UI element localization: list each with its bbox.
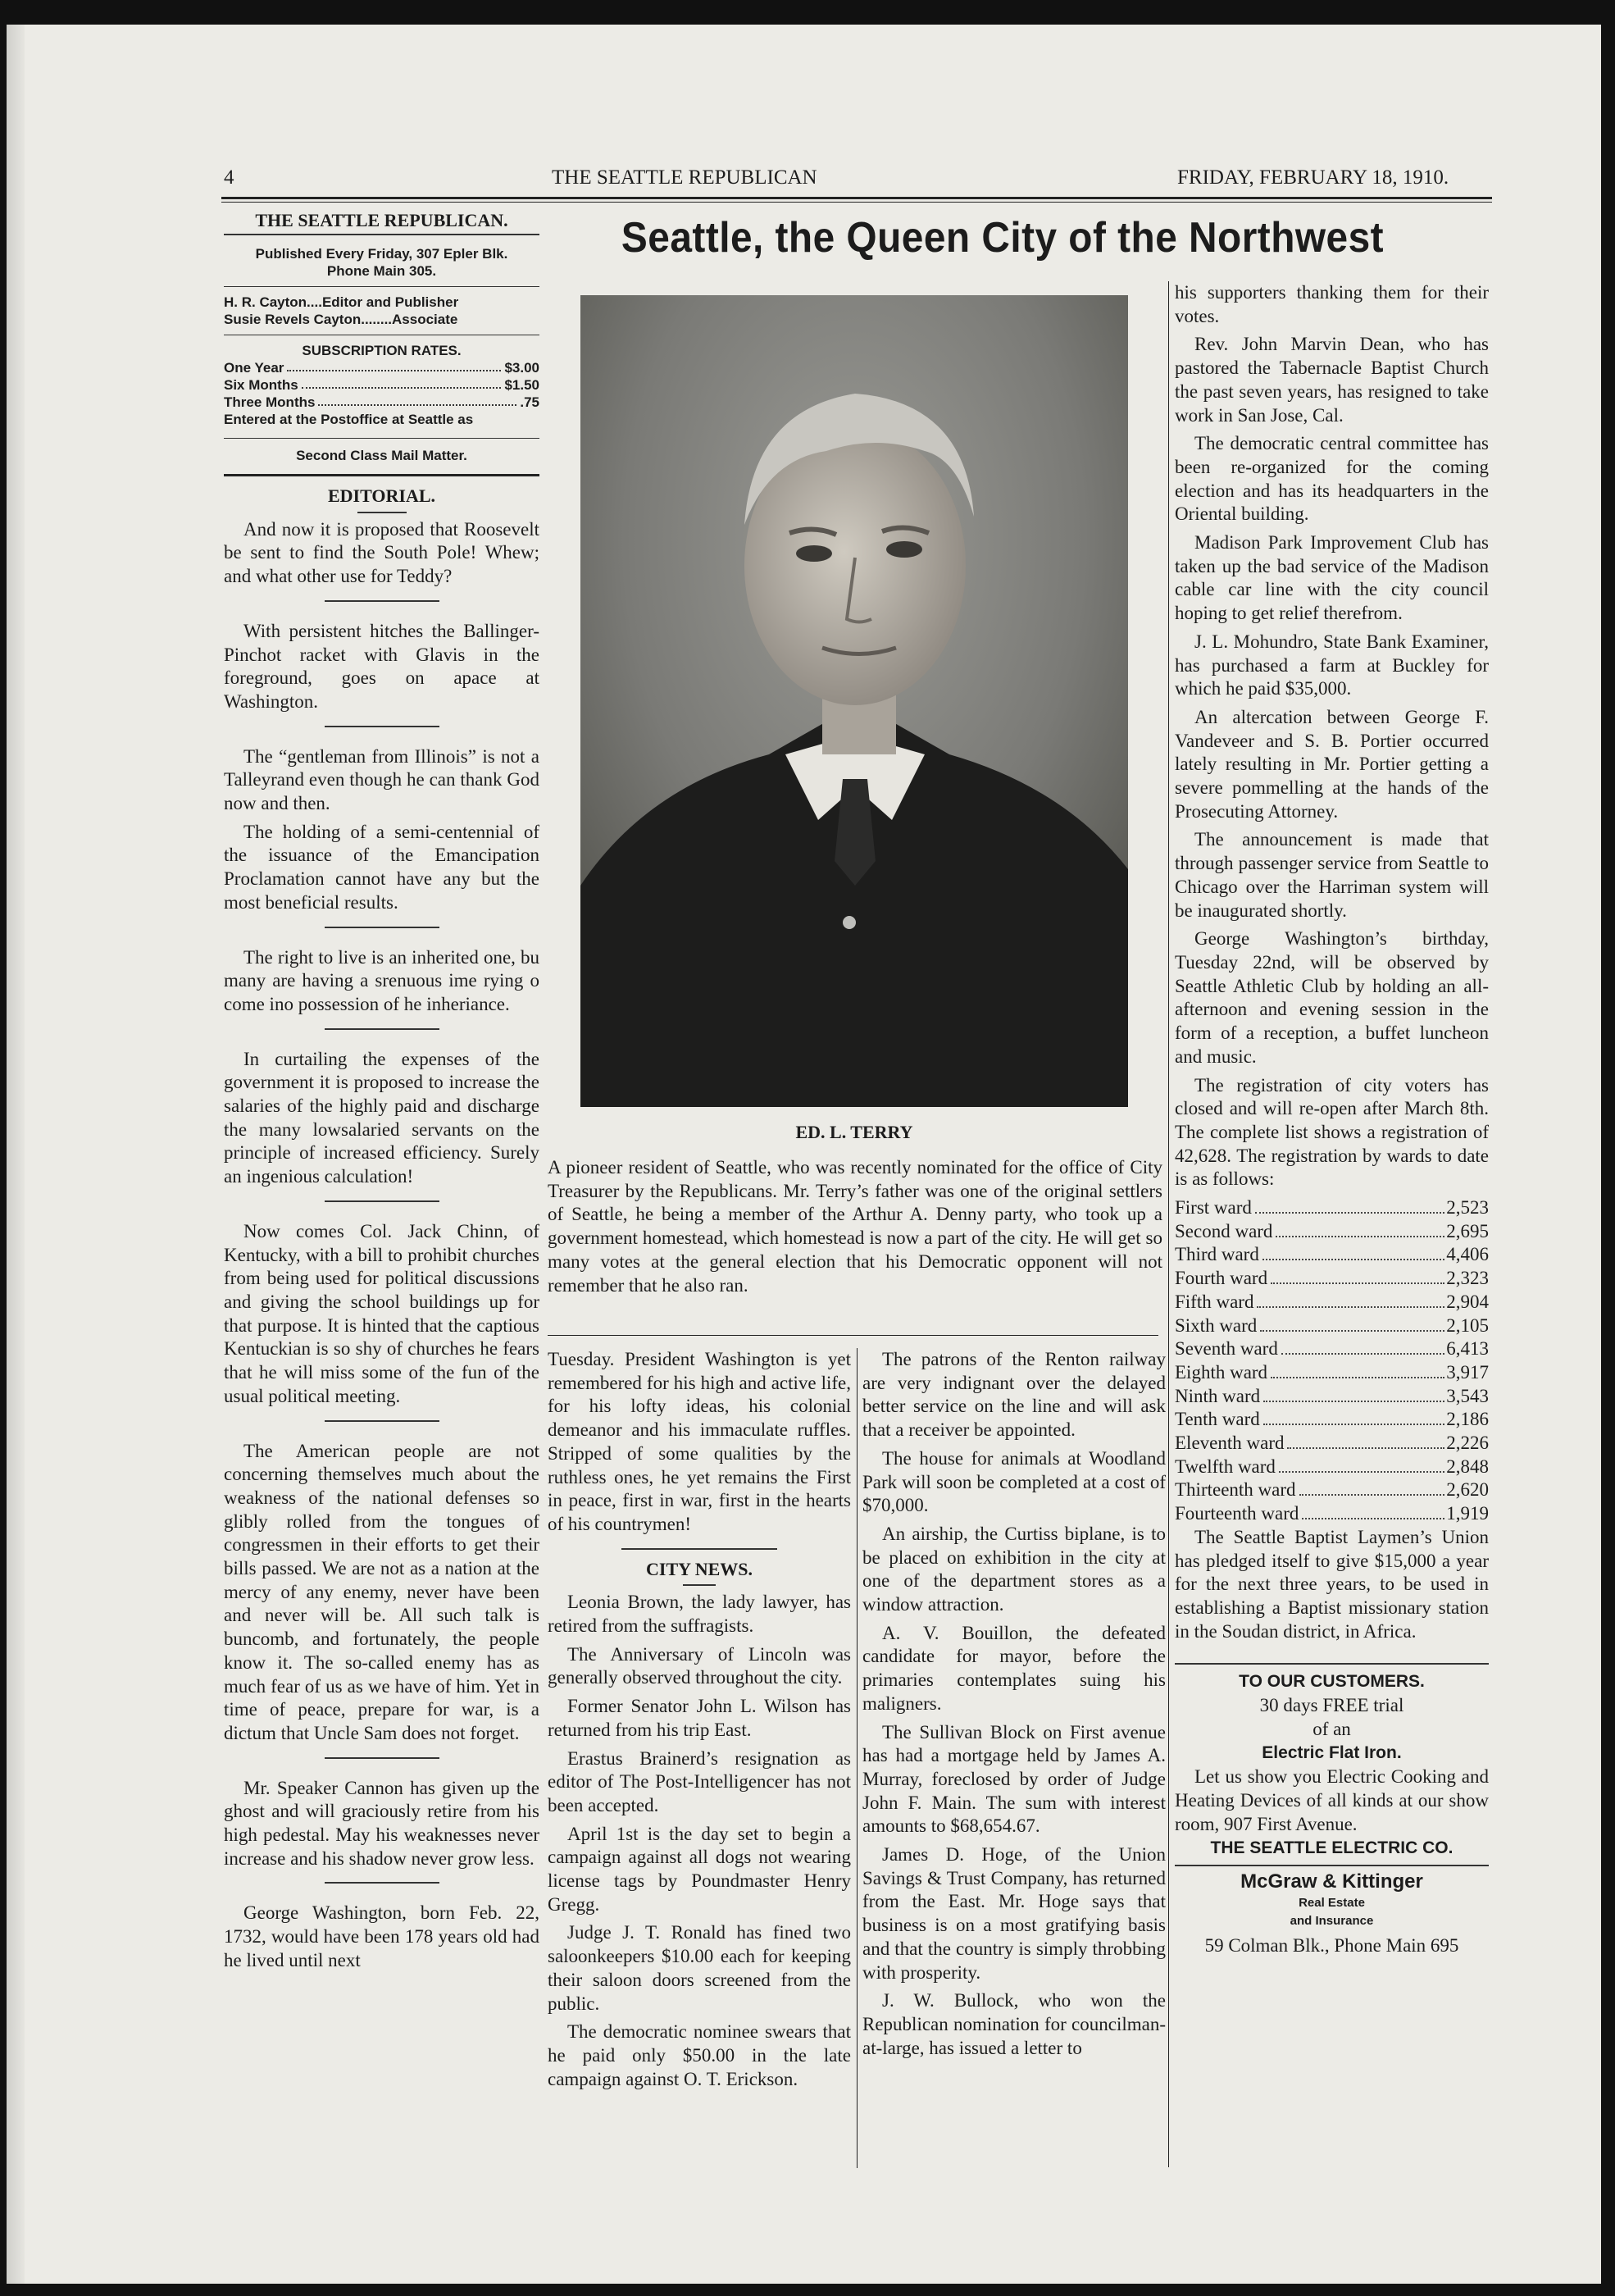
masthead-phone: Phone Main 305.	[326, 263, 437, 279]
right-column	[1175, 281, 1489, 1958]
ward-count: 6,413	[1446, 1338, 1489, 1360]
rate-label: Six Months	[224, 377, 298, 393]
right-middle-column	[862, 1348, 1166, 2065]
ward-name: Third ward	[1175, 1244, 1259, 1265]
ward-count: 2,523	[1446, 1197, 1489, 1219]
ward-name: Second ward	[1175, 1220, 1273, 1241]
ward-count: 4,406	[1446, 1244, 1489, 1265]
city-news-item: Erastus Brainerd’s resignation as editor of The Post-Intelligencer has not been accepted.	[548, 1747, 851, 1815]
ward-name: Sixth ward	[1175, 1314, 1258, 1336]
leader-dots	[1281, 1353, 1444, 1355]
editorial-body	[224, 518, 539, 1973]
ward-name: Twelfth ward	[1175, 1456, 1276, 1477]
city-news-item: George Washington’s birthday, Tuesday 22nd, will be observed by Seattle Athletic Club by holding an all-afternoon and evening session in the form of a reception, a buffet luncheon and music.	[1175, 928, 1489, 1067]
rates-list	[224, 359, 539, 411]
city-news-item: The Sullivan Block on First avenue has had a mortgage held by James A. Murray, foreclosed by order of Judge John F. Main. The sum with interest amounts to $68,654.67.	[862, 1721, 1166, 1837]
editorial-paragraph: George Washington, born Feb. 22, 1732, would have been 178 years old had he lived until next	[224, 1902, 539, 1970]
ward-name: Tenth ward	[1175, 1409, 1260, 1430]
ward-row	[1175, 1478, 1489, 1502]
ward-name: Thirteenth ward	[1175, 1479, 1296, 1501]
city-news-item: Leonia Brown, the lady lawyer, has retired from the suffragists.	[548, 1592, 851, 1637]
leader-dots	[1255, 1212, 1444, 1214]
leader-dots	[1271, 1377, 1444, 1378]
ward-count: 2,226	[1446, 1433, 1489, 1454]
leader-dots	[1302, 1518, 1444, 1519]
city-news-item: The democratic nominee swears that he paid only $50.00 in the late campaign against O. T. Erickson.	[548, 2021, 851, 2089]
city-news-item: James D. Hoge, of the Union Savings & Trust Company, has returned from the East. Mr. Hoge says that business is on a most gratifying basis and that the country is simply throbbing with prosperity.	[862, 1844, 1166, 1983]
editorial-paragraph: The holding of a semi-centennial of the issuance of the Emancipation Proclamation cannot have any but the most beneficial results.	[224, 821, 539, 913]
editorial-paragraph: Now comes Col. Jack Chinn, of Kentucky, with a bill to prohibit churches from being used for political discussions and giving the school buildings up for that purpose. It is hinted that the captious Kentuckian is so shy of churches he fears that he will miss some of the fun of the usual political meeting.	[224, 1220, 539, 1406]
divider	[325, 927, 439, 928]
divider	[224, 474, 539, 476]
ward-row	[1175, 1456, 1489, 1479]
city-news-item: Former Senator John L. Wilson has returned from his trip East.	[548, 1696, 851, 1740]
ward-registration-table	[1175, 1196, 1489, 1526]
leader-dots	[1271, 1282, 1444, 1284]
editorial-paragraph: With persistent hitches the Ballinger-Pinchot racket with Glavis in the foreground, goes on apace at Washington.	[224, 620, 539, 712]
rate-label: Three Months	[224, 394, 316, 410]
ward-row	[1175, 1243, 1489, 1267]
ward-row	[1175, 1408, 1489, 1432]
editorial-paragraph: The “gentleman from Illinois” is not a Talleyrand even though he can thank God now and then.	[224, 745, 539, 814]
ward-count: 3,543	[1446, 1385, 1489, 1406]
city-news-item: J. W. Bullock, who won the Republican nomination for councilman-at-large, has issued a letter to	[862, 1990, 1166, 2058]
masthead-published: Published Every Friday, 307 Epler Blk.	[255, 246, 508, 262]
city-news-item: his supporters thanking them for their votes.	[1175, 282, 1489, 326]
divider	[357, 512, 407, 513]
ward-row	[1175, 1291, 1489, 1314]
realty-address: 59 Colman Blk., Phone Main 695	[1204, 1935, 1459, 1957]
column-rule	[857, 1348, 858, 2168]
rates-title: SUBSCRIPTION RATES.	[302, 343, 462, 358]
city-news-item: The registration of city voters has closed and will re-open after March 8th. The complete list shows a registration of 42,628. The registration by wards to date is as follows:	[1175, 1074, 1489, 1190]
ad-title: TO OUR CUSTOMERS.	[1239, 1672, 1425, 1692]
city-news-item: A. V. Bouillon, the defeated candidate for mayor, before the primaries contemplates suing his maligners.	[862, 1622, 1166, 1714]
washington-continuation: Tuesday. President Washington is yet remembered for his high and active life, for his lofty ideas, his colonial demeanor and his immaculate ruffles. Stripped of some qualities by the ruthless ones, he yet remains the First in peace, first in war, first in the hearts of his countrymen!	[548, 1349, 851, 1534]
masthead-associate: Susie Revels Cayton........Associate	[224, 312, 458, 327]
city-news-item: The patrons of the Renton railway are very indignant over the delayed better service on the line and will ask that a receiver be appointed.	[862, 1349, 1166, 1441]
middle-column	[548, 1348, 851, 2096]
leader-dots	[1260, 1330, 1444, 1332]
ward-count: 2,105	[1446, 1314, 1489, 1336]
city-news-item: Judge J. T. Ronald has fined two saloonkeepers $10.00 each for keeping their saloon doors screened from the public.	[548, 1922, 851, 2014]
leader-dots	[1257, 1306, 1444, 1308]
caption-rule	[548, 1335, 1158, 1336]
baptist-union-item: The Seattle Baptist Laymen’s Union has pledged itself to give $15,000 a year for the next three years, to be used in establishing a Baptist missionary station in the Soudan district, in Africa.	[1175, 1526, 1489, 1642]
ward-count: 2,323	[1446, 1268, 1489, 1289]
divider	[325, 726, 439, 727]
city-news-item: An airship, the Curtiss biplane, is to be placed on exhibition in the city at one of the department stores as a window attraction.	[862, 1523, 1166, 1615]
ward-count: 2,695	[1446, 1220, 1489, 1241]
ward-name: Fifth ward	[1175, 1291, 1254, 1312]
leader-dots	[302, 376, 502, 389]
ward-row	[1175, 1314, 1489, 1338]
paper-name-header: THE SEATTLE REPUBLICAN	[552, 166, 817, 189]
masthead-entered: Entered at the Postoffice at Seattle as	[224, 412, 474, 427]
divider	[325, 1757, 439, 1759]
city-news-item: J. L. Mohundro, State Bank Examiner, has purchased a farm at Buckley for which he paid $35,000.	[1175, 631, 1489, 699]
ad-line2: of an	[1312, 1719, 1351, 1740]
city-news-heading: CITY NEWS.	[646, 1558, 753, 1579]
header-rule-thin	[221, 202, 1492, 203]
divider	[224, 234, 539, 235]
editorial-paragraph: Mr. Speaker Cannon has given up the ghost and will graciously retire from his high pedestal. May his weaknesses never increase and his shadow never grow less.	[224, 1777, 539, 1869]
ward-name: Eighth ward	[1175, 1361, 1268, 1383]
leader-dots	[1299, 1494, 1445, 1496]
column-rule	[1168, 281, 1169, 2167]
ward-name: Seventh ward	[1175, 1338, 1278, 1360]
city-news-item: Madison Park Improvement Club has taken up the bad service of the Madison cable car line with the city council hoping to get relief therefrom.	[1175, 532, 1489, 624]
realty-line2: and Insurance	[1290, 1914, 1374, 1929]
portrait-photo	[580, 295, 1128, 1107]
city-news-item: Rev. John Marvin Dean, who has pastored the Tabernacle Baptist Church the past seven years, has resigned to take work in San Jose, Cal.	[1175, 334, 1489, 426]
newspaper-page	[7, 25, 1601, 2284]
right-news-items	[1175, 281, 1489, 1191]
leader-dots	[1263, 1401, 1444, 1402]
page-number: 4	[224, 166, 234, 189]
feature-headline: Seattle, the Queen City of the Northwest	[621, 214, 1385, 262]
city-news-item: The announcement is made that through passenger service from Seattle to Chicago over the Harriman system will be inaugurated shortly.	[1175, 829, 1489, 921]
rate-row	[224, 359, 539, 376]
ad-line1: 30 days FREE trial	[1259, 1695, 1404, 1716]
ward-row	[1175, 1432, 1489, 1456]
masthead-mail-class: Second Class Mail Matter.	[296, 448, 467, 463]
city-news-item: The democratic central committee has been re-organized for the coming election and has its headquarters in the Oriental building.	[1175, 433, 1489, 525]
city-news-item: The Anniversary of Lincoln was generally observed throughout the city.	[548, 1643, 851, 1688]
photo-caption-text: A pioneer resident of Seattle, who was recently nominated for the office of City Treasurer by the Republicans. Mr. Terry’s father was one of the original settlers of Seattle, he being a member of the Arthur A. Denny party, who took up a government homestead, which homestead is now a part of the city. He will get so many votes at the general election that his Democratic opponent will not remember that he also ran.	[548, 1157, 1162, 1296]
masthead	[224, 212, 539, 476]
ad-body: Let us show you Electric Cooking and Heating Devices of all kinds at our show room, 907 First Avenue.	[1175, 1766, 1489, 1835]
electric-co-ad	[1175, 1670, 1489, 1860]
city-news-items	[548, 1591, 851, 2091]
masthead-title: THE SEATTLE REPUBLICAN.	[255, 210, 508, 230]
ward-row	[1175, 1267, 1489, 1291]
rate-value: $3.00	[504, 360, 539, 376]
editorial-column	[224, 212, 539, 1978]
ward-count: 2,848	[1446, 1456, 1489, 1477]
rate-value: .75	[520, 394, 539, 410]
divider	[325, 1200, 439, 1202]
ward-name: Eleventh ward	[1175, 1433, 1285, 1454]
ward-count: 3,917	[1446, 1361, 1489, 1383]
page-binding-edge	[7, 25, 25, 2284]
editorial-paragraph: The right to live is an inherited one, bu many are having a srenuous ime rying o come ino possession of he inheriance.	[224, 946, 539, 1014]
divider	[325, 1420, 439, 1422]
ward-row	[1175, 1502, 1489, 1526]
divider	[1175, 1663, 1489, 1665]
ward-row	[1175, 1385, 1489, 1409]
city-news-item: The house for animals at Woodland Park will soon be completed at a cost of $70,000.	[862, 1447, 1166, 1516]
divider	[325, 1028, 439, 1030]
leader-dots	[1279, 1471, 1444, 1473]
portrait-illustration	[580, 295, 1128, 1107]
ward-row	[1175, 1220, 1489, 1244]
divider	[224, 286, 539, 287]
divider	[621, 1548, 777, 1550]
realty-name: McGraw & Kittinger	[1240, 1870, 1423, 1893]
ad-company: THE SEATTLE ELECTRIC CO.	[1210, 1838, 1454, 1858]
divider	[224, 438, 539, 439]
leader-dots	[1262, 1259, 1444, 1260]
divider	[325, 1882, 439, 1884]
ad-line3: Electric Flat Iron.	[1262, 1743, 1402, 1763]
realty-line1: Real Estate	[1299, 1896, 1365, 1911]
header-rule	[221, 197, 1492, 199]
ward-row	[1175, 1196, 1489, 1220]
leader-dots	[1263, 1424, 1444, 1425]
divider	[325, 600, 439, 602]
city-news-item: An altercation between George F. Vandeveer and S. B. Portier occurred lately resulting in Mr. Portier getting a severe pommelling at the hands of the Prosecuting Attorney.	[1175, 706, 1489, 822]
ward-name: Fourth ward	[1175, 1268, 1268, 1289]
leader-dots	[1287, 1447, 1444, 1449]
rate-row	[224, 376, 539, 394]
rate-value: $1.50	[504, 377, 539, 393]
masthead-editor: H. R. Cayton....Editor and Publisher	[224, 294, 459, 310]
rate-row	[224, 394, 539, 411]
photo-caption-name: ED. L. TERRY	[795, 1122, 913, 1142]
divider	[1175, 1865, 1489, 1866]
editorial-heading: EDITORIAL.	[327, 485, 436, 506]
leader-dots	[287, 359, 501, 371]
ward-name: Fourteenth ward	[1175, 1503, 1299, 1524]
realty-ad	[1175, 1870, 1489, 1958]
leader-dots	[318, 394, 516, 406]
divider	[683, 1584, 716, 1586]
editorial-paragraph: And now it is proposed that Roosevelt be sent to find the South Pole! Whew; and what other use for Teddy?	[224, 518, 539, 587]
ward-count: 2,620	[1446, 1479, 1489, 1501]
ward-row	[1175, 1337, 1489, 1361]
issue-date: FRIDAY, FEBRUARY 18, 1910.	[1177, 166, 1449, 189]
ward-row	[1175, 1361, 1489, 1385]
ward-name: Ninth ward	[1175, 1385, 1261, 1406]
ward-name: First ward	[1175, 1197, 1252, 1219]
right-middle-items	[862, 1348, 1166, 2060]
editorial-paragraph: The American people are not concerning themselves much about the weakness of the national defenses so glibly rolled from the tongues of congressmen in their efforts to get their bills passed. We are not as a nation at the mercy of any enemy, never have been and never will be. All such talk is buncomb, and fortunately, the people know it. The so-called enemy has as much fear of us as we have of him. Yet in time of peace, prepare for war, is a dictum that Uncle Sam does not forget.	[224, 1440, 539, 1743]
editorial-paragraph: In curtailing the expenses of the government it is proposed to increase the salaries of the highly paid and discharge the many lowsalaried servants on the principle of increased efficiency. Surely an ingenious calculation!	[224, 1048, 539, 1187]
city-news-item: April 1st is the day set to begin a campaign against all dogs not wearing license tags by Poundmaster Henry Gregg.	[548, 1823, 851, 1915]
leader-dots	[1276, 1236, 1444, 1237]
ward-count: 2,186	[1446, 1409, 1489, 1430]
ward-count: 1,919	[1446, 1503, 1489, 1524]
rate-label: One Year	[224, 360, 284, 376]
ward-count: 2,904	[1446, 1291, 1489, 1312]
